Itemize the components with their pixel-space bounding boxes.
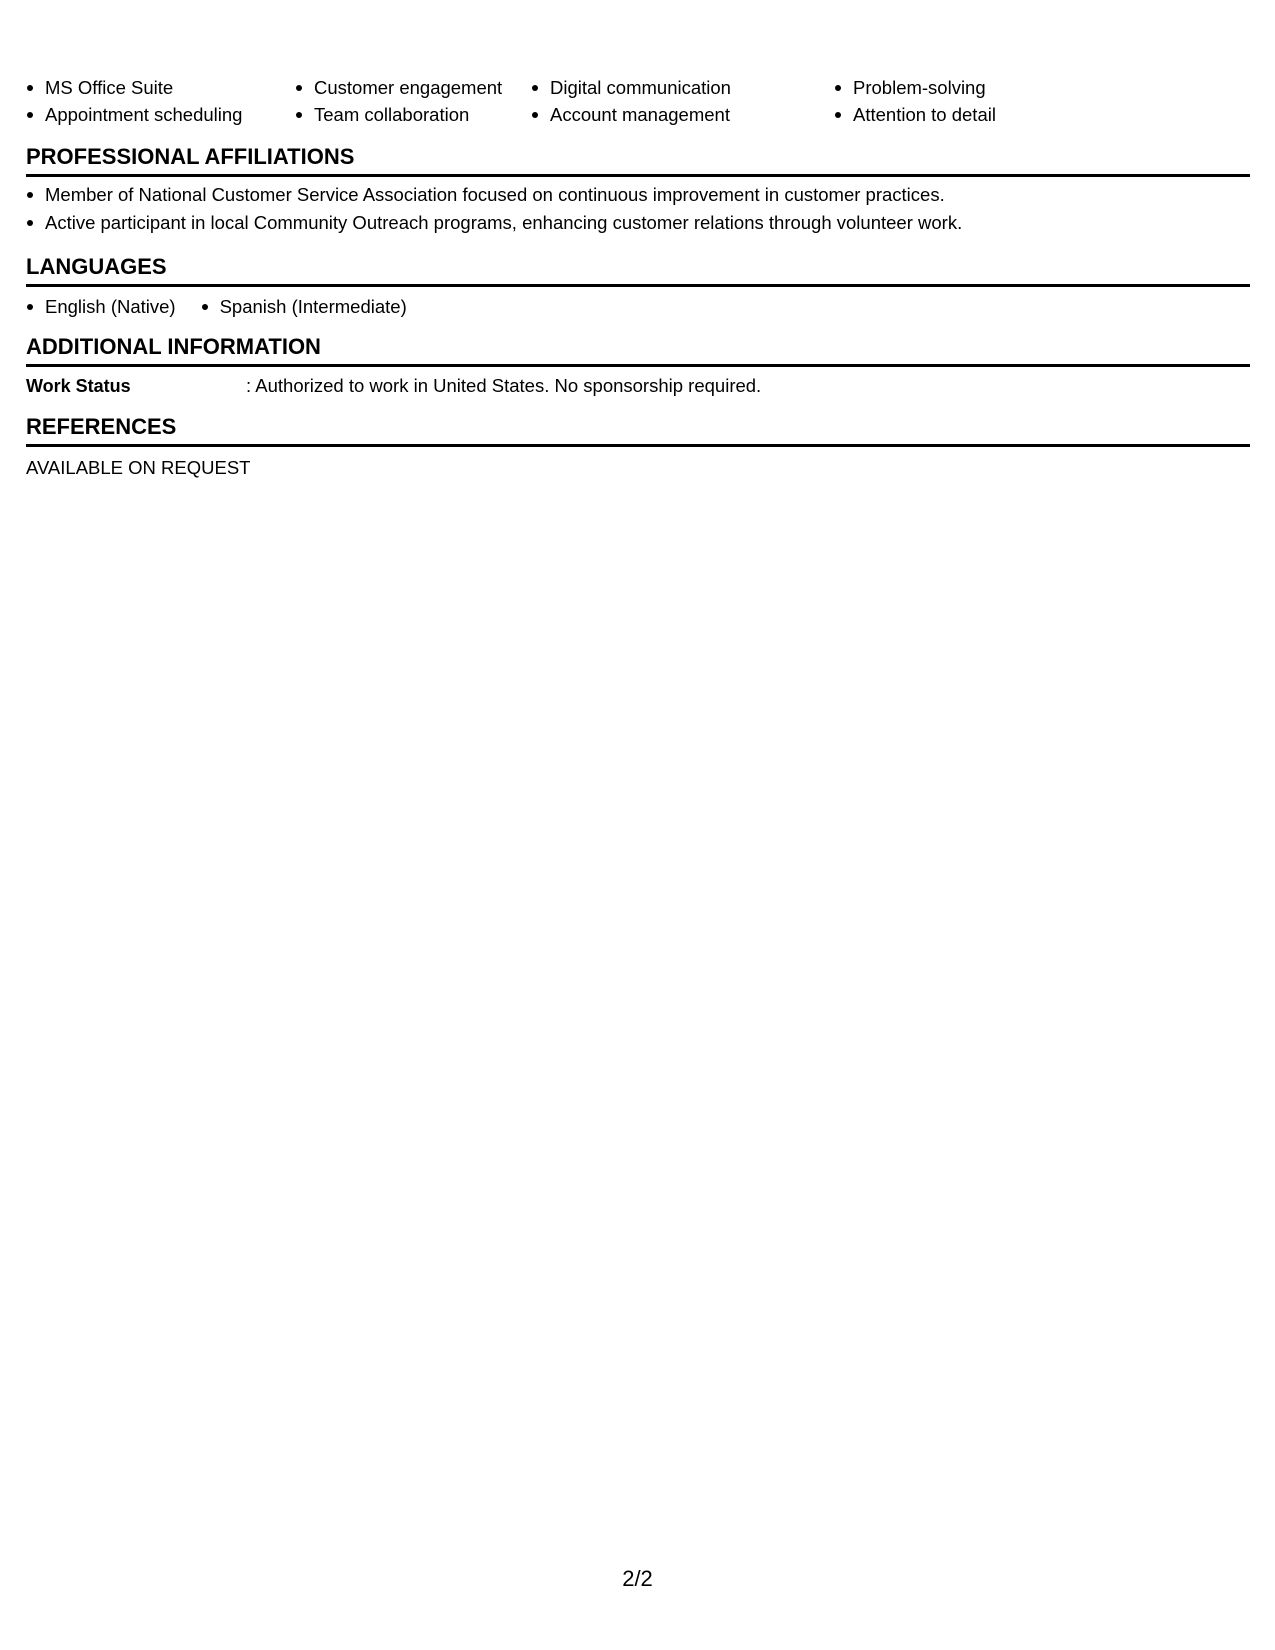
affiliations-list — [26, 185, 1250, 233]
additional-info-section — [26, 334, 1250, 397]
work-status-row — [26, 375, 1250, 397]
skills-list — [26, 78, 1250, 125]
skill-item: Appointment scheduling — [26, 105, 295, 125]
languages-list — [26, 297, 1250, 317]
skill-item: Customer engagement — [295, 78, 531, 98]
work-status-value: : Authorized to work in United States. No sponsorship required. — [246, 375, 762, 396]
language-item: English (Native) — [26, 297, 176, 317]
language-item: Spanish (Intermediate) — [201, 297, 407, 317]
page-number: 2/2 — [622, 1566, 653, 1591]
affiliation-item: Member of National Customer Service Association focused on continuous improvement in customer practices. — [26, 185, 1250, 205]
skill-item: Problem-solving — [834, 78, 1134, 98]
skill-item: Digital communication — [531, 78, 834, 98]
work-status-label: Work Status — [26, 376, 131, 396]
affiliation-item: Active participant in local Community Outreach programs, enhancing customer relations through volunteer work. — [26, 213, 1250, 233]
references-heading: REFERENCES — [26, 414, 1250, 447]
affiliations-heading: PROFESSIONAL AFFILIATIONS — [26, 144, 1250, 177]
skill-item: Account management — [531, 105, 834, 125]
references-section — [26, 414, 1250, 479]
languages-heading: LANGUAGES — [26, 254, 1250, 287]
skill-item: MS Office Suite — [26, 78, 295, 98]
skill-item: Attention to detail — [834, 105, 1134, 125]
references-text: AVAILABLE ON REQUEST — [26, 457, 251, 478]
additional-info-heading: ADDITIONAL INFORMATION — [26, 334, 1250, 367]
skill-item: Team collaboration — [295, 105, 531, 125]
affiliations-section — [26, 144, 1250, 233]
languages-section — [26, 254, 1250, 317]
resume-page — [26, 78, 1250, 479]
